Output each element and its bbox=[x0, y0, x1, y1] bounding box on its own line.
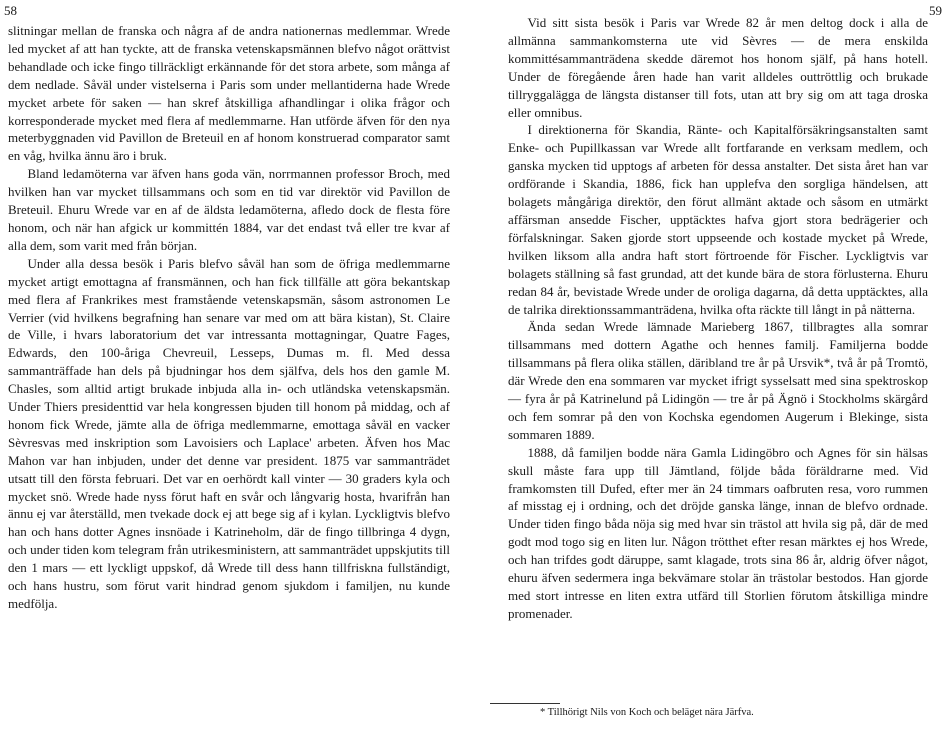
page-number: 58 bbox=[4, 3, 17, 18]
left-page bbox=[0, 0, 468, 737]
right-page bbox=[480, 0, 946, 737]
paragraph: Bland ledamöterna var äfven hans goda vän, norrmannen professor Broch, med hvilken han var mycket tillsammans och som en tid var direktör vid Pavillon de Breteuil. Ehuru Wrede var en af de äldsta ledamöterna, afledo dock de flesta före honom, och när han afgick ur kommittén 1884, var det endast två eller tre kvar af alla dem, som varit med från början. bbox=[8, 166, 450, 253]
paragraph: I direktionerna för Skandia, Ränte- och Kapitalförsäkringsanstalten samt Enke- och Pupillkassan var Wrede allt fortfarande en verksam medlem, och ganska mycken tid upptogs af arbeten för dessa anstalter. Det sista året han var ordförande i Skandia, 1886, fick han upplefva den sorgliga händelsen, att bolagets mångåriga direktör, den förut allmänt aktade och såsom en utmärkt affärsman ansedde Fischer, upptäcktes hafva gjort stora bedrägerier och förfalskningar. Saken gjorde stort uppseende och kostade mycket på Wrede, hvilken liksom alla andra haft stort förtroende för Fischer. Lyckligtvis var bolagets ställning så fast grundad, att det kunde bära de stora förlusterna. Ehuru redan 84 år, bevistade Wrede under de oroliga dagarna, då detta upptäcktes, alla de talrika direktionssammanträdena, hvilka ofta räckte till långt in på nätterna. bbox=[508, 122, 928, 317]
paragraph: Vid sitt sista besök i Paris var Wrede 82 år men deltog dock i alla de allmänna sammankomsterna ute vid Sèvres — de mera enskilda kommittésammanträdena skedde däremot hos honom själf, på hans hotell. Under de föregående åren hade han varit alldeles outtröttlig och brukade tillryggalägga de längsta distanser till fots, utan att bry sig om att taga droska eller omnibus. bbox=[508, 15, 928, 120]
footnote: * Tillhörigt Nils von Koch och beläget nära Järfva. bbox=[540, 707, 754, 718]
paragraph: slitningar mellan de franska och några af de andra nationernas medlemmar. Wrede led mycket af att han tyckte, att de franska vetenskapsmännen blefvo något orättvist behandlade och icke fingo tillräckligt erkännande för det stora arbete, som många af dem nedlade. Såväl under vistelserna i Paris som under mellantiderna hade Wrede mycket arbete för saken — han skref åtskilliga afhandlingar i olika frågor och korresponderade mycket med flera af medlemmarne. Han utförde äfven för den nya meterbyggnaden vid Pavillon de Breteuil en af honom konstruerad comparator samt en våg, hvilka ännu äro i bruk. bbox=[8, 23, 450, 164]
paragraph: Ända sedan Wrede lämnade Marieberg 1867, tillbragtes alla somrar tillsammans med dottern Agathe och hennes familj. Familjerna bodde tillsammans på flera olika ställen, däribland tre år på Ursvik*, två år på Tromtö, där Wrede den ena sommaren var mycket ifrigt sysselsatt med sina spektroskop — fyra år på Katrinelund på Lidingön — tre år på Ägnö i Stockholms skärgård och fem somrar på den von Kochska egendomen Augerum i Blekinge, sista sommaren 1889. bbox=[508, 319, 928, 442]
body-text bbox=[8, 22, 450, 613]
body-text bbox=[508, 14, 928, 623]
paragraph: Under alla dessa besök i Paris blefvo såväl han som de öfriga medlemmarne mycket artigt emottagna af fransmännen, och han fick tillfälle att göra bekantskap med flera af Frankrikes mest framstående vetenskapsmän, såsom astronomen Le Verrier (vid hvilkens begrafning han senare var med om att bära kistan), St. Claire de Ville, i hvars laboratorium det var intressanta mottagningar, Quatre Fages, Edwards, den 100-åriga Chevreuil, Lesseps, Dumas m. fl. Med dessa sammanträffade han dels på bjudningar hos dem själfva, dels hos den gamle M. Chasles, som alltid artigt brukade inbjuda alla in- och utländska vetenskapsmän. Under Thiers presidenttid var hela kongressen bjuden till honom på middag, och af honom fick Wrede, jämte alla de öfriga medlemmarne, emottaga såväl en vacker Sèvresvas med inskription som Lavoisiers och Laplace' arbeten. Äfven hos Mac Mahon var han inbjuden, under det denne var president. 1875 var sammanträdet utsatt till den första februari. Det var en oerhördt kall vinter — 30 graders kyla och mycket snö. Wrede hade nyss förut haft en svår och långvarig hosta, hvarifrån han ännu ej var återställd, men tvekade dock ej att bege sig af i kylan. Lyckligtvis blefvo han och hans dotter Agnes insnöade i Katrineholm, där de fingo tillbringa 4 dygn, och under tiden kom telegram från utrikesministern, att sammanträdet uppskjutits till den 1 mars — ett lyckligt uppskof, då Wrede till dess hann tillfriskna fullständigt, och hans hustru, som förut varit hindrad genom sjukdom i familjen, nu kunde medfölja. bbox=[8, 255, 450, 611]
footnote-divider bbox=[490, 703, 560, 704]
page-number: 59 bbox=[929, 3, 942, 18]
paragraph: 1888, då familjen bodde nära Gamla Lidingöbro och Agnes för sin hälsas skull måste fara upp till Jämtland, följde båda föräldrarne med. Vid framkomsten till Dufed, efter mer än 24 timmars oafbruten resa, voro rummen af misstag ej i ordning, och det dröjde ganska länge, innan de blefvo ordnade. Under tiden fingo båda nöja sig med hvar sin trästol att hvila sig på, där de med godt mod togo sig en liten lur. Någon trötthet efter resan märktes ej hos Wrede, och han trifdes godt däruppe, samt klagade, trots sina 86 år, aldrig öfver något, ehuru äfven sedermera inga bekvämare stolar än trästolar bestodos. Han gjorde med stort intresse en liten extra utfärd till Storlien förutom åtskilliga mindre promenader. bbox=[508, 444, 928, 621]
